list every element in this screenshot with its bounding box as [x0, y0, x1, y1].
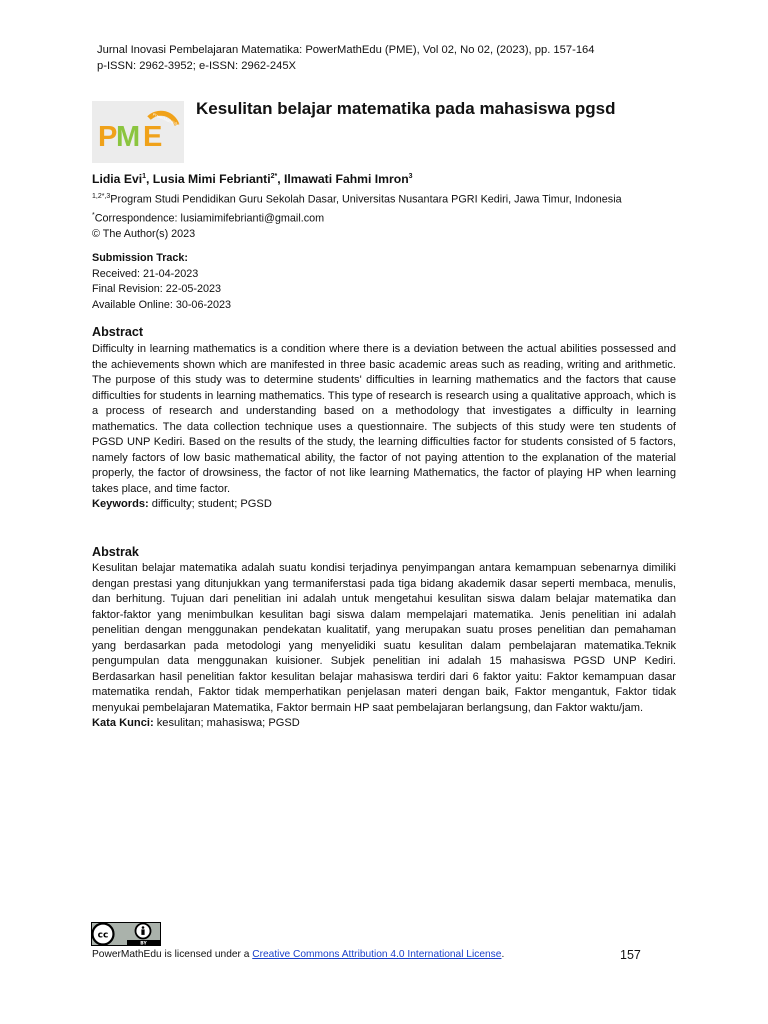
keywords-label: Keywords:	[92, 498, 149, 510]
by-text: BY	[140, 941, 147, 946]
submission-track	[92, 251, 678, 313]
author-1-affil: 1	[142, 172, 147, 180]
journal-citation: Jurnal Inovasi Pembelajaran Matematika: PowerMathEdu (PME), Vol 02, No 02, (2023), pp. 157-164	[97, 44, 595, 56]
author-2-affil: 2*	[270, 172, 278, 180]
issn-line: p-ISSN: 2962-3952; e-ISSN: 2962-245X	[97, 59, 297, 72]
author-1: Lidia Evi	[92, 172, 143, 186]
kata-kunci-label: Kata Kunci:	[92, 717, 154, 729]
abstrak-keywords	[92, 716, 676, 732]
license-suffix: .	[501, 949, 505, 960]
pme-logo-icon	[92, 101, 184, 163]
cc-text: cc	[97, 930, 109, 941]
author-3-affil: 3	[408, 172, 413, 180]
license-link[interactable]: Creative Commons Attribution 4.0 International License	[252, 949, 502, 960]
abstrak-heading: Abstrak	[92, 545, 139, 559]
abstract-keywords	[92, 497, 676, 513]
logo-letter-e: E	[143, 121, 163, 153]
abstract-body	[92, 342, 676, 513]
correspondence-text: Correspondence: lusiamimifebrianti@gmail.com	[94, 212, 325, 225]
keywords-values: difficulty; student; PGSD	[148, 498, 272, 510]
author-3: , Ilmawati Fahmi Imron	[277, 172, 409, 186]
submission-heading: Submission Track:	[92, 252, 189, 264]
abstrak-text: Kesulitan belajar matematika adalah suatu kondisi terjadinya penyimpangan antara kemampuan sebenarnya dimiliki dengan prestasi yang ditunjukkan yang termaniferstasi pada tiga bidang akademik dasar seperti membaca, menulis, dan berhitung. Tujuan dari penelitian ini adalah untuk mengetahui kesulitan siswa dalam belajar matematika dan faktor-faktor yang menimbulkan kesulitan bagi siswa dalam mempelajari matematika. Jenis penelitian ini adalah penelitian dengan menggunakan pendekatan kualitatif, yang merupakan suatu proses penelitian dan pemahaman yang berdasarkan pada metodologi yang menyelidiki suatu kesulitan dalam pembelajaran matematika.Teknik pengumpulan data menggunakan kuisioner. Subjek penelitian ini adalah 15 mahasiswa PGSD UNP Kediri. Berdasarkan hasil penelitian faktor kesulitan belajar mahasiswa terdiri dari 6 faktor yaitu: Faktor kemampuan dasar matematika rendah, Faktor tidak memperhatikan penjelasan materi dengan baik, Faktor mengantuk, Faktor tidak menyukai pembelajaran Matematika, Faktor bermain HP saat pembelajaran berlangsung, dan Faktor waktu/jam.	[92, 562, 676, 714]
correspondence-sup: *	[92, 212, 95, 220]
affiliation-sup: 1,2*,3	[92, 193, 111, 200]
logo-letter-m: M	[116, 121, 141, 153]
abstrak-body	[92, 561, 676, 732]
affiliation	[92, 189, 678, 208]
page-number: 157	[620, 948, 641, 962]
available-online-date: Available Online: 30-06-2023	[92, 298, 232, 311]
license-prefix: PowerMathEdu is licensed under a	[92, 949, 253, 960]
abstract-text: Difficulty in learning mathematics is a condition where there is a deviation between the actual abilities possessed and the achievements shown which are manifested in three basic academic areas such as reading, writing and arithmetic. The purpose of this study was to determine students' difficulties in learning mathematics and the factors that cause difficulties for students in learning mathematics. This type of research is research using a qualitative approach, which is a process of research and understanding based on a methodology that investigates a difficulty in learning mathematics. The data collection technique uses a questionnaire. The subjects of this study were ten students of PGSD UNP Kediri. Based on the results of the study, the learning difficulties factor for students consisted of 5 factors, namely factors of low basic mathematical ability, the factor of not paying attention to the explanation of the material properly, the factor of drowsiness, the factor of not like learning Mathematics, the factor of playing HP when learning takes place, and time factor.	[92, 343, 676, 495]
cc-by-icon	[91, 922, 161, 946]
author-2: , Lusia Mimi Febrianti	[146, 172, 271, 186]
copyright: © The Author(s) 2023	[92, 228, 196, 241]
abstract-heading: Abstract	[92, 325, 144, 339]
final-revision-date: Final Revision: 22-05-2023	[92, 283, 222, 296]
cc-by-license-badge[interactable]	[91, 922, 161, 946]
kata-kunci-values: kesulitan; mahasiswa; PGSD	[153, 717, 300, 729]
paper-title: Kesulitan belajar matematika pada mahasiswa pgsd	[196, 99, 616, 118]
affiliation-block	[92, 189, 678, 243]
license-footer	[92, 949, 504, 960]
correspondence	[92, 208, 678, 227]
journal-logo	[92, 101, 184, 163]
logo-arc-text: PowerMathEdu	[152, 111, 180, 127]
logo-letter-p: P	[98, 121, 118, 153]
affiliation-text: Program Studi Pendidikan Guru Sekolah Dasar, Universitas Nusantara PGRI Kediri, Jawa Timur, Indonesia	[110, 193, 622, 206]
author-list	[92, 172, 413, 186]
journal-header	[97, 43, 594, 74]
received-date: Received: 21-04-2023	[92, 267, 199, 280]
